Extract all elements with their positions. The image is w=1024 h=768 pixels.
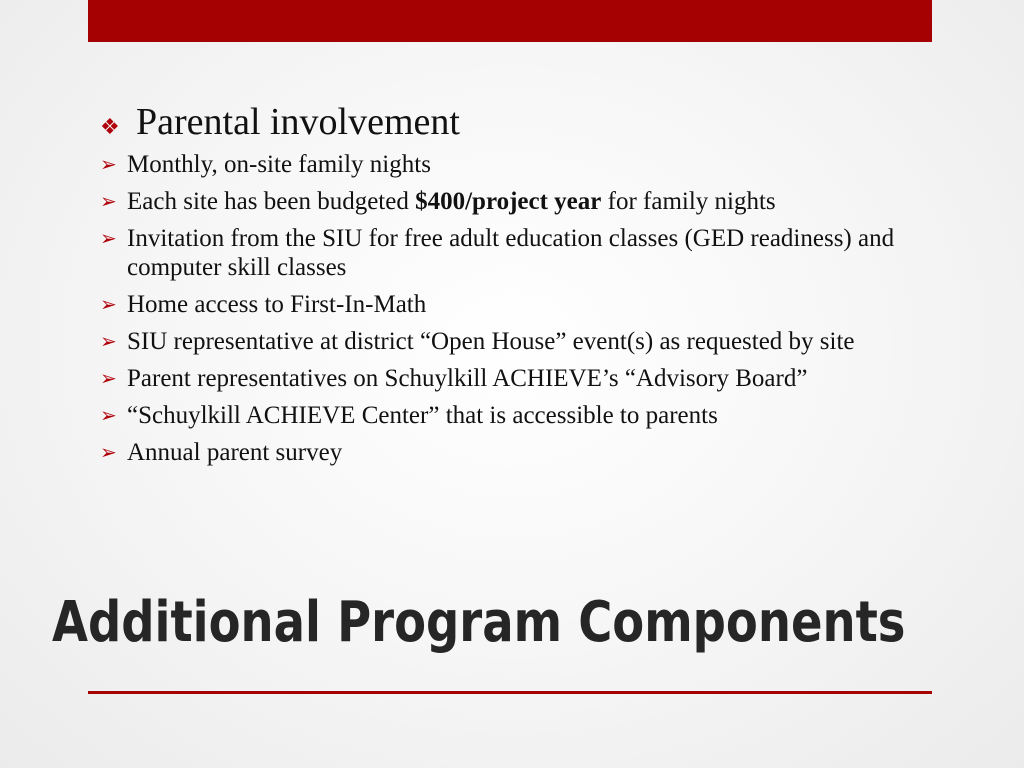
bullet-text-segment: Parent representatives on Schuylkill ACHIEVE’s “Advisory Board” xyxy=(127,365,808,392)
bullet-item xyxy=(100,150,960,179)
bullet-item xyxy=(100,224,960,282)
diamond-cluster-icon: ❖ xyxy=(100,115,120,140)
bullet-text xyxy=(127,290,960,319)
bullet-item xyxy=(100,187,960,216)
arrow-bullet-icon: ➢ xyxy=(100,329,117,353)
bullet-text-segment: for family nights xyxy=(601,188,776,215)
bullet-text xyxy=(127,438,960,467)
bullet-list xyxy=(100,150,960,467)
bullet-text xyxy=(127,401,960,430)
arrow-bullet-icon: ➢ xyxy=(100,440,117,464)
bullet-item xyxy=(100,327,960,356)
bullet-emphasis: $400/project year xyxy=(415,188,602,215)
arrow-bullet-icon: ➢ xyxy=(100,152,117,176)
bullet-item xyxy=(100,401,960,430)
bullet-text xyxy=(127,224,960,282)
slide-body xyxy=(100,100,960,475)
bullet-text xyxy=(127,187,960,216)
bullet-text-segment: Home access to First-In-Math xyxy=(127,291,427,318)
bullet-item xyxy=(100,438,960,467)
arrow-bullet-icon: ➢ xyxy=(100,366,117,390)
bullet-text xyxy=(127,364,960,393)
section-heading-text: Parental involvement xyxy=(136,101,460,143)
bullet-text-segment: “Schuylkill ACHIEVE Center” that is accessible to parents xyxy=(127,402,718,429)
top-accent-bar xyxy=(88,0,932,42)
bullet-item xyxy=(100,290,960,319)
arrow-bullet-icon: ➢ xyxy=(100,403,117,427)
bullet-item xyxy=(100,364,960,393)
bullet-text-segment: Monthly, on-site family nights xyxy=(127,151,431,178)
bullet-text-segment: SIU representative at district “Open House” event(s) as requested by site xyxy=(127,328,855,355)
slide-title: Additional Program Components xyxy=(52,590,906,655)
bullet-text xyxy=(127,150,960,179)
bullet-text-segment: Invitation from the SIU for free adult education classes (GED readiness) and computer skill classes xyxy=(127,225,895,281)
arrow-bullet-icon: ➢ xyxy=(100,292,117,316)
arrow-bullet-icon: ➢ xyxy=(100,226,117,250)
bullet-text xyxy=(127,327,960,356)
bullet-text-segment: Annual parent survey xyxy=(127,439,343,466)
arrow-bullet-icon: ➢ xyxy=(100,189,117,213)
title-underline-rule xyxy=(88,691,932,694)
bullet-text-segment: Each site has been budgeted xyxy=(127,188,416,215)
section-heading xyxy=(100,100,960,144)
